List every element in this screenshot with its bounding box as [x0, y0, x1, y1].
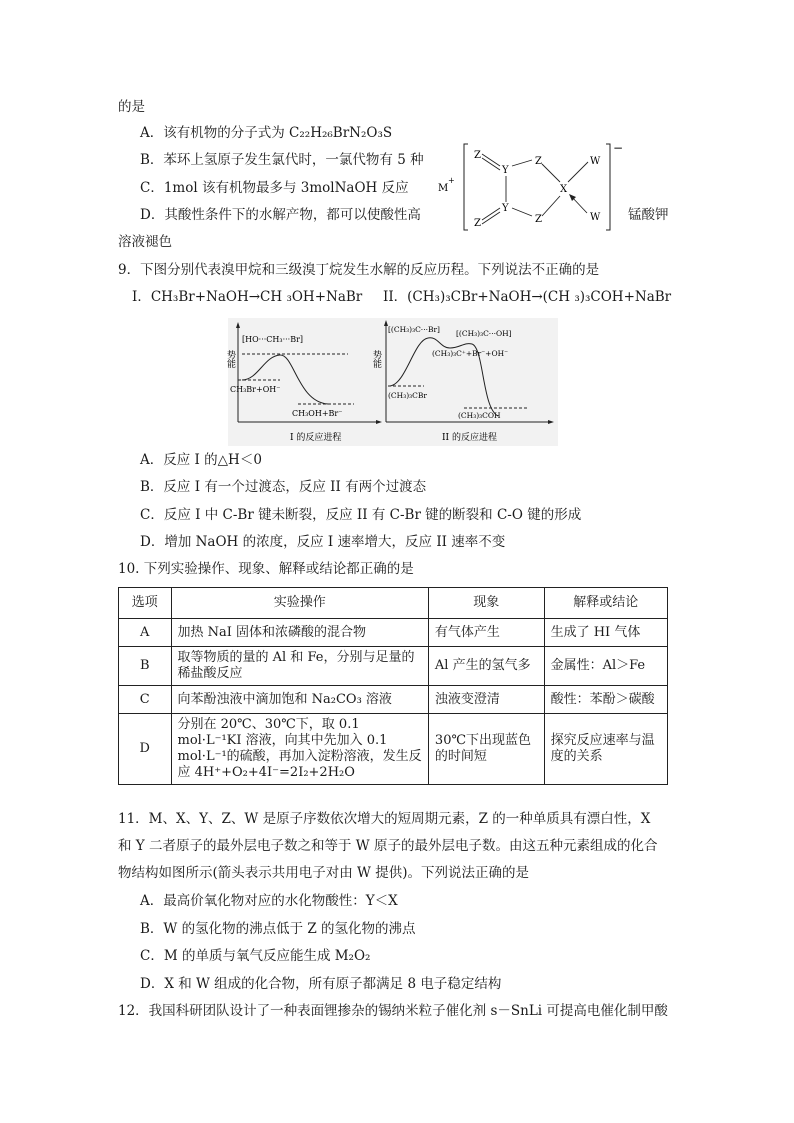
table-row	[119, 686, 668, 714]
header-conclusion: 解释或结论	[544, 588, 667, 619]
header-phenomenon: 现象	[428, 588, 544, 619]
chart1-ts-label: [HO···CH₃···Br]	[242, 335, 304, 344]
cell-option: D	[119, 714, 172, 785]
q9-option-a: A．反应 I 的△H＜0	[140, 452, 262, 468]
q8-option-a: A．该有机物的分子式为 C₂₂H₂₆BrN₂O₃S	[140, 125, 393, 141]
q9-reaction-2: II．(CH₃)₃CBr+NaOH→(CH ₃)₃COH+NaBr	[383, 289, 672, 305]
cell-option: B	[119, 647, 172, 686]
q8-stem-tail: 的是	[118, 99, 145, 115]
q11-stem-line-1: 11．M、X、Y、Z、W 是原子序数依次增大的短周期元素，Z 的一种单质具有漂白性，X	[118, 811, 651, 827]
q11-option-c: C．M 的单质与氧气反应能生成 M₂O₂	[140, 948, 371, 964]
q9-reaction-1: I．CH₃Br+NaOH→CH ₃OH+NaBr	[132, 289, 363, 305]
cell-conclusion: 酸性：苯酚＞碳酸	[544, 686, 667, 714]
chart1-product-label: CH₃OH+Br⁻	[292, 409, 343, 418]
q11-option-a: A．最高价氧化物对应的水化物酸性：Y＜X	[140, 893, 398, 909]
cell-phenomenon: 浊液变澄清	[428, 686, 544, 714]
chart1-reactant-label: CH₃Br+OH⁻	[230, 385, 281, 394]
cell-conclusion: 探究反应速率与温度的关系	[544, 714, 667, 785]
chart2-ylabel: 势能	[371, 350, 381, 368]
energy-profile-figure	[225, 318, 558, 446]
anion-minus-sign: −	[613, 141, 624, 155]
q9-option-d: D．增加 NaOH 的浓度，反应 I 速率增大，反应 II 速率不变	[140, 534, 506, 550]
header-option: 选项	[119, 588, 172, 619]
chart2-xlabel: II 的反应进程	[442, 433, 497, 443]
cell-operation: 分别在 20℃、30℃下，取 0.1 mol·L⁻¹KI 溶液，向其中先加入 0.1 mol·L⁻¹的硫酸，再加入淀粉溶液，发生反应 4H⁺+O₂+4I⁻=2I₂+2H₂O	[171, 714, 428, 785]
q8-option-d-cont: 溶液褪色	[118, 234, 172, 250]
q11-stem-line-3: 物结构如图所示(箭头表示共用电子对由 W 提供)。下列说法正确的是	[118, 865, 529, 881]
m-plus-sign: +	[448, 176, 455, 185]
q8-option-b: B．苯环上氢原子发生氯代时，一氯代物有 5 种	[140, 152, 424, 168]
chart2-intermediate-label: (CH₃)₃C⁺+Br⁻+OH⁻	[432, 349, 509, 358]
q9-option-c: C．反应 I 中 C-Br 键未断裂，反应 II 有 C-Br 键的断裂和 C-O 键的形成	[140, 507, 582, 523]
chart1-xlabel: I 的反应进程	[290, 433, 342, 443]
chart2-ts2-label: [(CH₃)₃C···OH]	[456, 329, 512, 338]
cell-operation: 取等物质的量的 Al 和 Fe，分别与足量的稀盐酸反应	[171, 647, 428, 686]
compound-structure-figure	[432, 140, 632, 234]
atom-y-1: Y	[502, 165, 509, 176]
cell-phenomenon: 有气体产生	[428, 619, 544, 647]
q11-option-d: D．X 和 W 组成的化合物，所有原子都满足 8 电子稳定结构	[140, 976, 502, 992]
table-row	[119, 647, 668, 686]
cell-option: A	[119, 619, 172, 647]
q8-option-d-end: 锰酸钾	[628, 207, 669, 223]
chart2-reactant-label: (CH₃)₃CBr	[388, 391, 427, 400]
q11-option-b: B．W 的氢化物的沸点低于 Z 的氢化物的沸点	[140, 921, 416, 937]
atom-z-1: Z	[474, 150, 481, 161]
cell-conclusion: 金属性：Al＞Fe	[544, 647, 667, 686]
table-row	[119, 619, 668, 647]
table-row	[119, 714, 668, 785]
q10-stem: 10. 下列实验操作、现象、解释或结论都正确的是	[118, 561, 414, 577]
header-operation: 实验操作	[171, 588, 428, 619]
cell-operation: 向苯酚浊液中滴加饱和 Na₂CO₃ 溶液	[171, 686, 428, 714]
atom-w-1: W	[590, 156, 601, 167]
q8-option-c: C．1mol 该有机物最多与 3molNaOH 反应	[140, 180, 409, 196]
chart1-ylabel: 势能	[225, 350, 235, 368]
chart2-product-label: (CH₃)₃COH	[458, 411, 501, 420]
q9-stem: 9．下图分别代表溴甲烷和三级溴丁烷发生水解的反应历程。下列说法不正确的是	[118, 262, 600, 278]
atom-x: X	[560, 184, 568, 195]
atom-z-3: Z	[535, 156, 542, 167]
q12-stem-line-1: 12．我国科研团队设计了一种表面锂掺杂的锡纳米粒子催化剂 s－SnLi 可提高电催化制甲酸	[118, 1003, 668, 1019]
q10-experiment-table	[118, 587, 668, 785]
atom-y-2: Y	[502, 203, 509, 214]
cell-phenomenon: 30℃下出现蓝色的时间短	[428, 714, 544, 785]
chart2-ts1-label: [(CH₃)₃C···Br]	[388, 325, 440, 334]
cell-operation: 加热 NaI 固体和浓磷酸的混合物	[171, 619, 428, 647]
atom-z-2: Z	[474, 218, 481, 229]
q9-option-b: B．反应 I 有一个过渡态，反应 II 有两个过渡态	[140, 479, 427, 495]
atom-w-2: W	[590, 212, 601, 223]
table-header-row	[119, 588, 668, 619]
cell-conclusion: 生成了 HI 气体	[544, 619, 667, 647]
cell-option: C	[119, 686, 172, 714]
m-cation-label: M	[438, 183, 449, 194]
q8-option-d: D．其酸性条件下的水解产物，都可以使酸性高	[140, 207, 421, 223]
q11-stem-line-2: 和 Y 二者原子的最外层电子数之和等于 W 原子的最外层电子数。由这五种元素组成的化合	[118, 838, 658, 854]
atom-z-4: Z	[535, 214, 542, 225]
cell-phenomenon: Al 产生的氢气多	[428, 647, 544, 686]
